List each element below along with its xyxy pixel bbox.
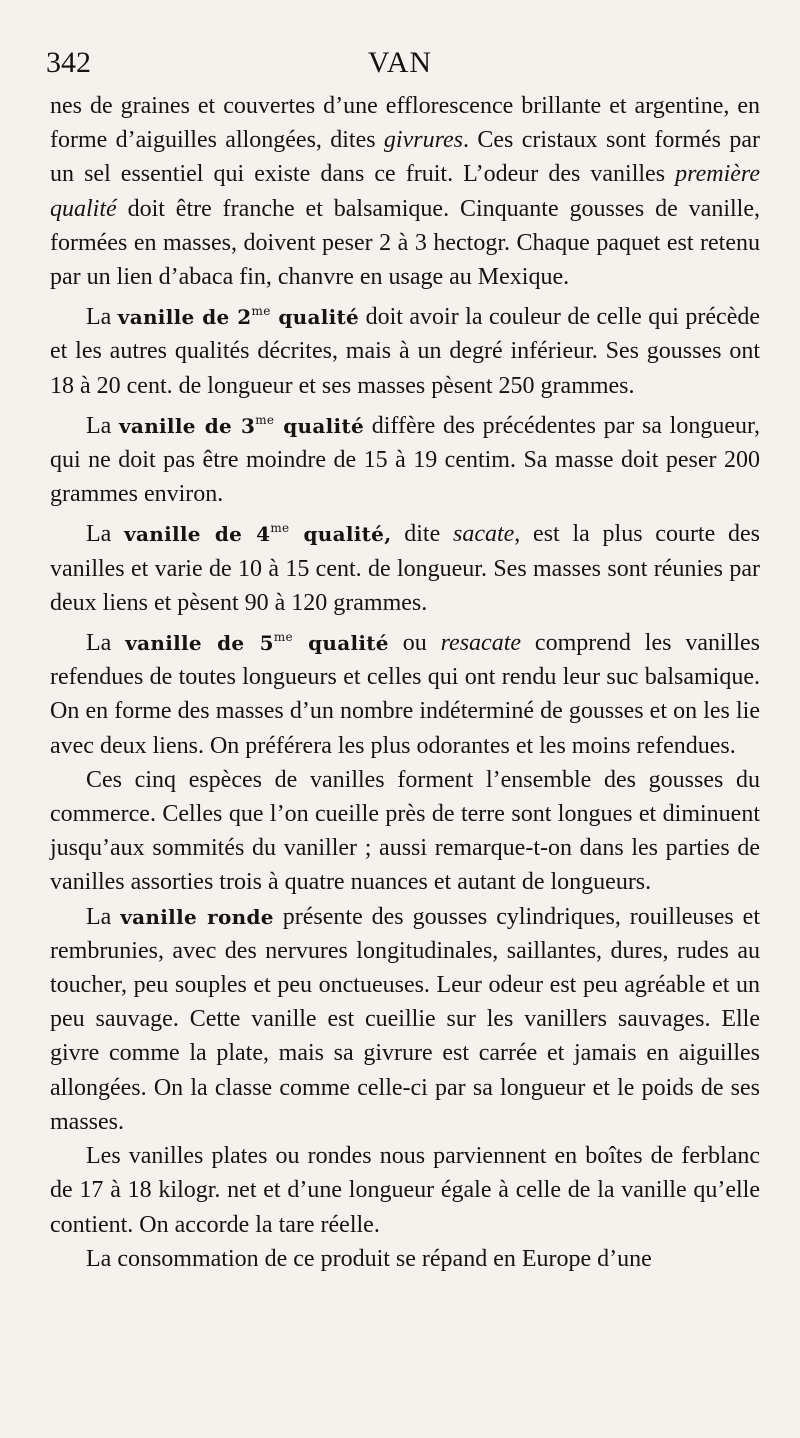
- ordinal-superscript: me: [255, 412, 275, 427]
- page-header: [46, 46, 754, 86]
- paragraph: [50, 511, 760, 620]
- italic-term: resacate: [440, 630, 522, 657]
- page-number: 342: [46, 46, 91, 79]
- paragraph: [50, 403, 760, 512]
- italic-term: givrures: [383, 127, 464, 154]
- text-run: La: [86, 521, 125, 548]
- text-run: . Ces cristaux sont formés par un sel essentiel qui existe dans ce fruit. L’odeur des vanilles: [50, 127, 760, 188]
- paragraph: [50, 89, 760, 294]
- text-run: Les vanilles plates ou rondes nous parviennent en boîtes de ferblanc de 17 à 18 kilogr. net et d’une longueur égale à celle de la vanille qu’elle contient. On accorde la tare réelle.: [50, 1143, 760, 1238]
- bold-term: qualité: [292, 631, 389, 656]
- ordinal-superscript: me: [270, 521, 290, 536]
- bold-term: vanille de 4: [124, 522, 271, 547]
- ordinal-superscript: me: [273, 630, 293, 645]
- text-run: La: [86, 903, 121, 930]
- paragraph: [50, 763, 760, 900]
- paragraph: [50, 620, 760, 763]
- paragraph: [50, 1139, 760, 1242]
- paragraph: [50, 1242, 760, 1276]
- paragraph: [50, 294, 760, 403]
- text-run: La: [86, 630, 126, 657]
- running-head: VAN: [367, 46, 433, 79]
- body-text: [50, 89, 760, 1276]
- text-run: présente des gousses cylindriques, rouilleuses et rembrunies, avec des nervures longitudinales, saillantes, dures, rudes au toucher, peu souples et peu onctueuses. Leur odeur est peu agréable et un peu sauvage. Cette vanille est cueillie sur les vanillers sauvages. Elle givre comme la plate, mais sa givrure est carrée et jamais en aiguilles allongées. On la classe comme celle-ci par sa longueur et le poids de ses masses.: [50, 903, 761, 1135]
- italic-term: première qualité: [50, 161, 760, 222]
- bold-term: vanille de 2: [117, 305, 252, 330]
- paragraph: [50, 900, 760, 1139]
- text-run: , est la plus courte des vanilles et varie de 10 à 15 cent. de longueur. Ses masses sont réunies par deux liens et pèsent 90 à 120 grammes.: [50, 521, 760, 616]
- text-run: comprend les vanilles refendues de toutes longueurs et celles qui ont rendu leur suc balsamique. On en forme des masses d’un nombre indéterminé de gousses et on les lie avec deux liens. On préférera les plus odorantes et les moins refendues.: [50, 630, 760, 759]
- text-run: La consommation de ce produit se répand en Europe d’une: [86, 1245, 652, 1272]
- bold-term: qualité,: [289, 522, 392, 547]
- italic-term: sacate: [452, 521, 515, 548]
- bold-term: qualité: [270, 305, 360, 330]
- text-run: Ces cinq espèces de vanilles forment l’ensemble des gousses du commerce. Celles que l’on cueille près de terre sont longues et diminuent jusqu’aux sommités du vaniller ; aussi remarque-t-on dans les parties de vanilles assorties trois à quatre nuances et autant de longueurs.: [50, 766, 760, 896]
- text-run: nes de graines et couvertes d’une efflorescence brillante et argentine, en forme d’aiguilles allongées, dites: [50, 93, 760, 154]
- text-run: La: [86, 304, 118, 331]
- text-run: doit être franche et balsamique. Cinquante gousses de vanille, formées en masses, doivent peser 2 à 3 hectogr. Chaque paquet est retenu par un lien d’abaca fin, chanvre en usage au Mexique.: [50, 195, 760, 291]
- bold-term: vanille ronde: [120, 904, 274, 929]
- ordinal-superscript: me: [251, 304, 271, 319]
- text-run: ou: [388, 630, 441, 657]
- text-run: dite: [391, 521, 453, 548]
- bold-term: qualité: [274, 413, 365, 438]
- text-run: doit avoir la couleur de celle qui précède et les autres qualités décrites, mais à un degré inférieur. Ses gousses ont 18 à 20 cent. de longueur et ses masses pèsent 250 grammes.: [50, 304, 760, 399]
- bold-term: vanille de 5: [125, 631, 274, 656]
- text-run: diffère des précédentes par sa longueur, qui ne doit pas être moindre de 15 à 19 centim. Sa masse doit peser 200 grammes environ.: [50, 412, 760, 508]
- text-run: La: [86, 412, 120, 439]
- bold-term: vanille de 3: [119, 413, 256, 438]
